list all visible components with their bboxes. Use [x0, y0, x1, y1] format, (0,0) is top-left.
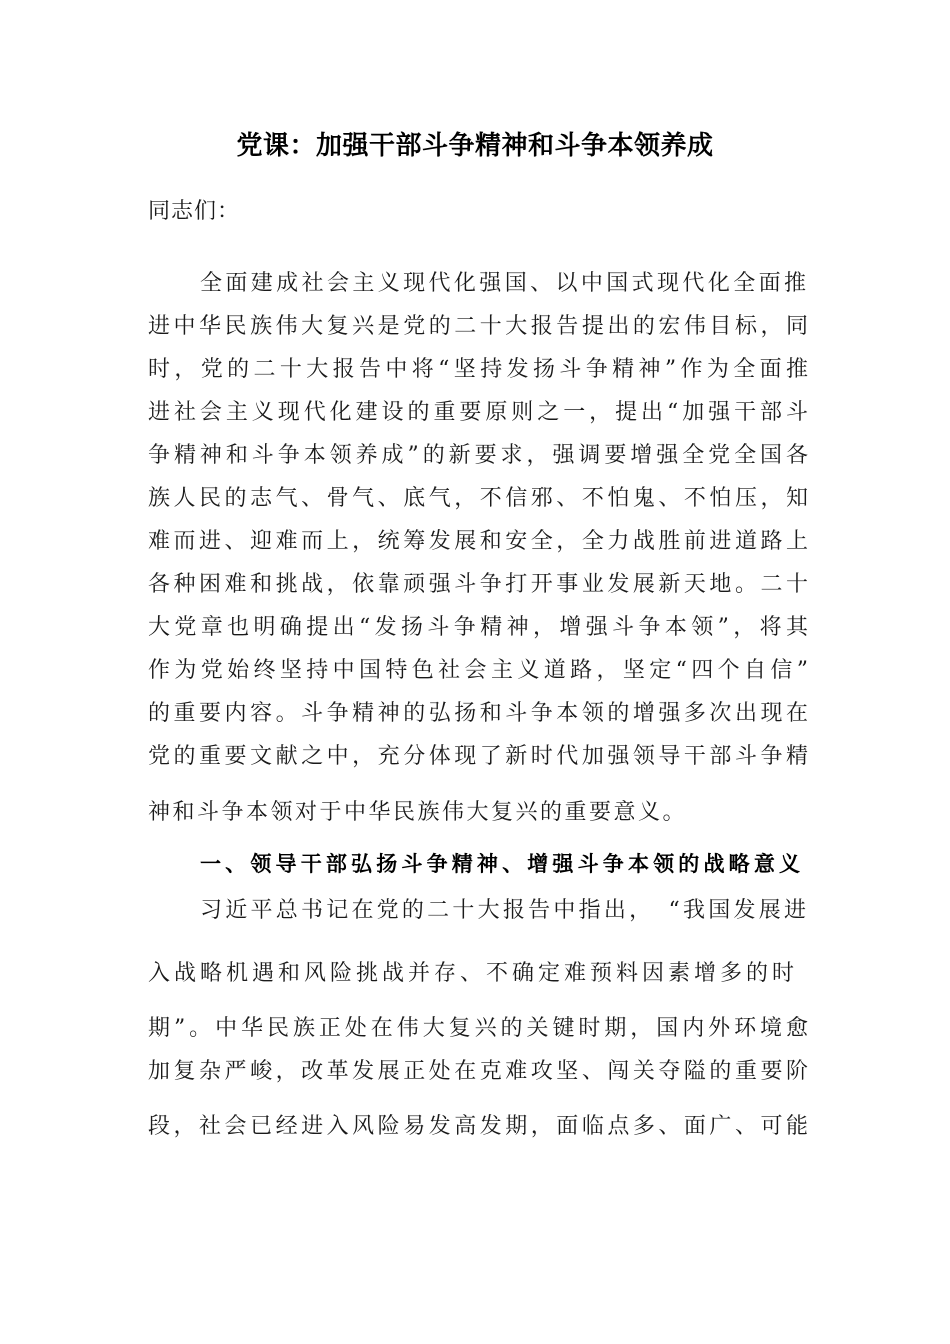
- paragraph-line: 习近平总书记在党的二十大报告中指出， “我国发展进: [200, 898, 806, 923]
- salutation: 同志们：: [148, 199, 241, 224]
- paragraph-line: 神和斗争本领对于中华民族伟大复兴的重要意义。: [148, 800, 688, 825]
- section-heading: 一、领导干部弘扬斗争精神、增强斗争本领的战略意义: [200, 852, 800, 876]
- paragraph-line: 期”。中华民族正处在伟大复兴的关键时期，国内外环境愈: [148, 1016, 808, 1041]
- paragraph-line: 入战略机遇和风险挑战并存、不确定难预料因素增多的时: [148, 961, 794, 986]
- paragraph-line: 进社会主义现代化建设的重要原则之一，提出“加强干部斗: [148, 400, 808, 425]
- paragraph-line: 争精神和斗争本领养成”的新要求，强调要增强全党全国各: [148, 443, 808, 468]
- paragraph-line: 时，党的二十大报告中将“坚持发扬斗争精神”作为全面推: [148, 357, 808, 382]
- paragraph-line: 进中华民族伟大复兴是党的二十大报告提出的宏伟目标，同: [148, 314, 808, 339]
- paragraph-line: 作为党始终坚持中国特色社会主义道路，坚定“四个自信”: [148, 658, 808, 683]
- paragraph-line: 族人民的志气、骨气、底气，不信邪、不怕鬼、不怕压，知: [148, 486, 808, 511]
- paragraph-line: 大党章也明确提出“发扬斗争精神，增强斗争本领”，将其: [148, 615, 808, 640]
- paragraph-line: 段，社会已经进入风险易发高发期，面临点多、面广、可能: [148, 1114, 808, 1139]
- paragraph-line: 的重要内容。斗争精神的弘扬和斗争本领的增强多次出现在: [148, 701, 808, 726]
- paragraph-line: 难而进、迎难而上，统筹发展和安全，全力战胜前进道路上: [148, 529, 808, 554]
- document-title: 党课：加强干部斗争精神和斗争本领养成: [236, 131, 714, 161]
- paragraph-line: 加复杂严峻，改革发展正处在克难攻坚、闯关夺隘的重要阶: [148, 1059, 808, 1084]
- paragraph-line: 党的重要文献之中，充分体现了新时代加强领导干部斗争精: [148, 744, 808, 769]
- paragraph-line: 各种困难和挑战，依靠顽强斗争打开事业发展新天地。二十: [148, 572, 808, 597]
- paragraph-line: 全面建成社会主义现代化强国、以中国式现代化全面推: [200, 271, 806, 296]
